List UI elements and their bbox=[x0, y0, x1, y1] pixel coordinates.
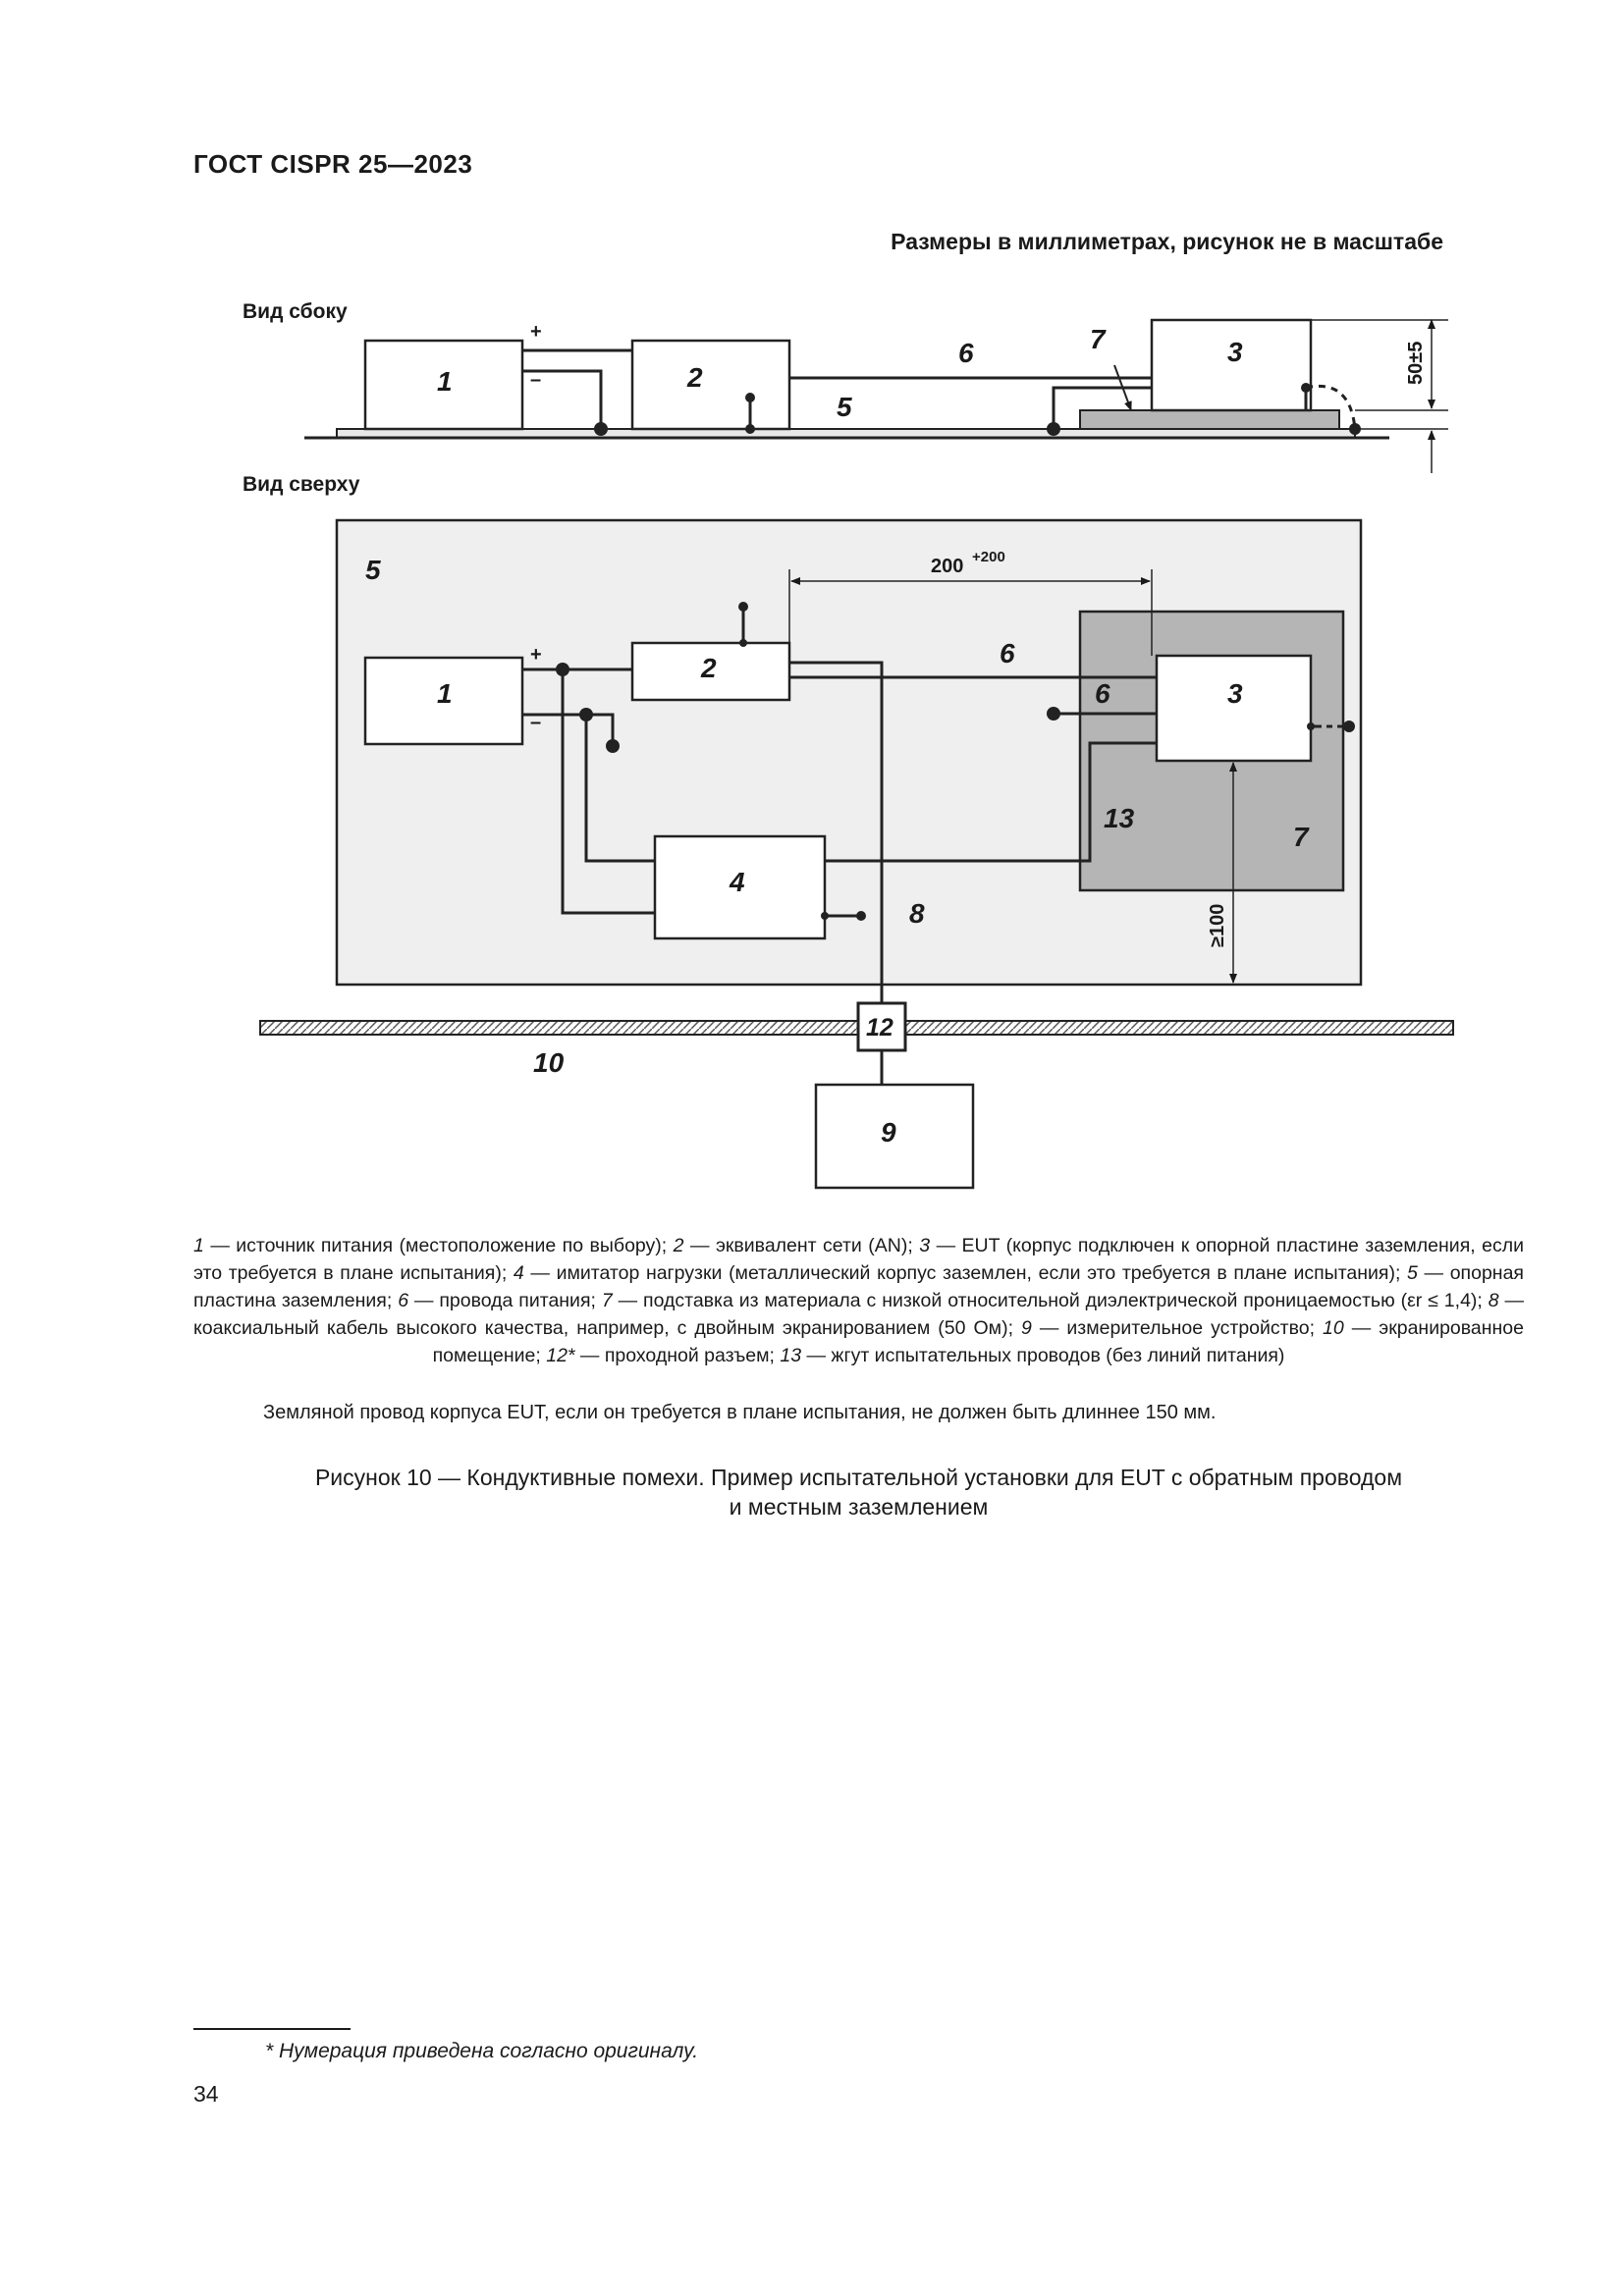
figure-caption bbox=[193, 1463, 1524, 1522]
distance-dimension-value: 200 bbox=[931, 556, 964, 577]
label-10: 10 bbox=[533, 1047, 565, 1078]
top-minus: – bbox=[530, 712, 542, 733]
document-header: ГОСТ CISPR 25—2023 bbox=[193, 149, 473, 179]
legend-number: 2 bbox=[673, 1235, 684, 1256]
footnote-separator bbox=[193, 2028, 351, 2030]
height-dimension-text: 50±5 bbox=[1405, 341, 1427, 385]
figure-legend bbox=[193, 1232, 1524, 1369]
figure-caption-line-1: Рисунок 10 — Кондуктивные помехи. Пример испытательной установки для EUT с обратным проводом bbox=[314, 1465, 1403, 1490]
ground-wire-note: Земляной провод корпуса EUT, если он требуется в плане испытания, не должен быть длиннее 150 мм. bbox=[263, 1402, 1217, 1423]
legend-text: — проходной разъем; bbox=[574, 1345, 781, 1366]
top-label-8: 8 bbox=[909, 898, 925, 929]
figure-caption-line-2: и местным заземлением bbox=[729, 1494, 989, 1520]
legend-text: — измерительное устройство; bbox=[1031, 1317, 1324, 1339]
side-plus: + bbox=[530, 321, 542, 343]
legend-number: 13 bbox=[780, 1345, 802, 1366]
top-label-6a: 6 bbox=[1000, 638, 1015, 668]
legend-number: 3 bbox=[919, 1235, 931, 1256]
dimension-note: Размеры в миллиметрах, рисунок не в масштабе bbox=[891, 229, 1443, 254]
top-label-7: 7 bbox=[1293, 822, 1309, 852]
side-label-3: 3 bbox=[1227, 337, 1243, 367]
legend-text: — источник питания (местоположение по выбору); bbox=[203, 1235, 674, 1256]
legend-number: 5 bbox=[1407, 1262, 1418, 1284]
legend-text: — эквивалент сети (AN); bbox=[683, 1235, 920, 1256]
top-label-5: 5 bbox=[365, 555, 381, 585]
distance-dimension-tolerance: +200 bbox=[972, 549, 1005, 565]
legend-text: — имитатор нагрузки (металлический корпус заземлен, если это требуется в плане испытания); bbox=[523, 1262, 1408, 1284]
page-number: 34 bbox=[193, 2081, 219, 2107]
legend-text: — подставка из материала с низкой относительной диэлектрической проницаемостью (εr ≤ 1,4); bbox=[612, 1290, 1489, 1311]
top-label-4: 4 bbox=[730, 867, 745, 897]
legend-number: 1 bbox=[193, 1235, 204, 1256]
legend-text: — жгут испытательных проводов (без линий питания) bbox=[801, 1345, 1285, 1366]
footnote: * Нумерация приведена согласно оригиналу. bbox=[265, 2040, 699, 2062]
legend-number: 12* bbox=[546, 1345, 575, 1366]
top-label-6b: 6 bbox=[1095, 678, 1110, 709]
side-label-7: 7 bbox=[1090, 324, 1106, 354]
side-stand bbox=[1080, 410, 1339, 429]
height-dimension bbox=[1311, 320, 1448, 473]
side-label-5: 5 bbox=[837, 392, 852, 422]
top-label-2: 2 bbox=[701, 653, 717, 683]
legend-number: 10 bbox=[1323, 1317, 1344, 1339]
label-9: 9 bbox=[881, 1117, 896, 1148]
legend-text: — опорная пластина заземления; bbox=[193, 1262, 1524, 1311]
side-label-1: 1 bbox=[437, 366, 453, 397]
top-label-3: 3 bbox=[1227, 678, 1243, 709]
legend-text: — провода питания; bbox=[408, 1290, 602, 1311]
side-network-box bbox=[632, 341, 789, 429]
legend-number: 9 bbox=[1021, 1317, 1032, 1339]
label-12: 12 bbox=[866, 1014, 893, 1041]
legend-text: — экранированное помещение; bbox=[432, 1317, 1524, 1366]
top-label-1: 1 bbox=[437, 678, 453, 709]
top-label-13: 13 bbox=[1104, 803, 1135, 833]
legend-number: 7 bbox=[601, 1290, 613, 1311]
legend-text: — коаксиальный кабель высокого качества, например, с двойным экранированием (50 Ом); bbox=[193, 1290, 1524, 1339]
side-label-2: 2 bbox=[687, 362, 703, 393]
top-view-title: Вид сверху bbox=[243, 473, 360, 496]
side-minus: – bbox=[530, 369, 542, 391]
side-label-6: 6 bbox=[958, 338, 974, 368]
legend-text: — EUT (корпус подключен к опорной пластине заземления, если это требуется в плане испытания); bbox=[193, 1235, 1524, 1284]
side-view-title: Вид сбоку bbox=[243, 300, 348, 323]
min-clearance-text: ≥100 bbox=[1207, 903, 1228, 947]
legend-number: 8 bbox=[1488, 1290, 1499, 1311]
legend-number: 6 bbox=[398, 1290, 409, 1311]
legend-number: 4 bbox=[513, 1262, 524, 1284]
top-plus: + bbox=[530, 644, 542, 666]
